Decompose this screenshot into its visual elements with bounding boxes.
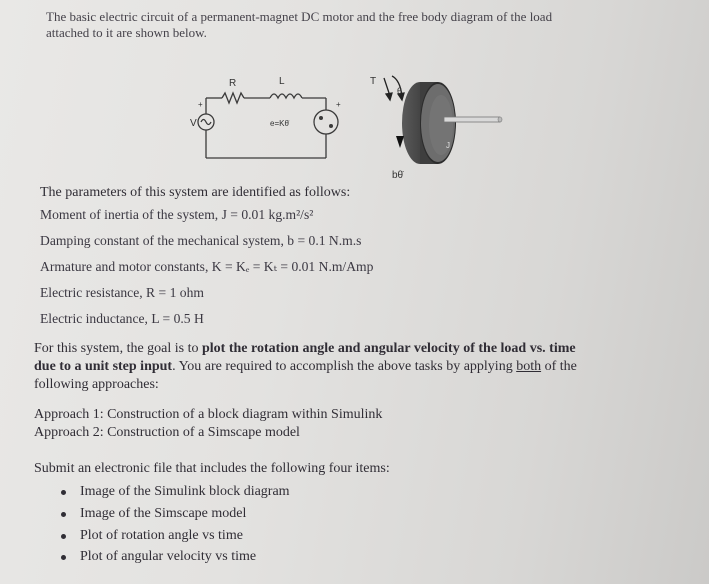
- source-label: V: [190, 118, 197, 129]
- resistor-label: R: [229, 78, 237, 89]
- motor-circuit-diagram: [170, 62, 355, 170]
- parameter-resistance: Electric resistance, R = 1 ohm: [40, 285, 204, 300]
- damping-label: bθ̇: [392, 170, 404, 181]
- inductor-label: L: [279, 76, 285, 87]
- shaft-icon: [444, 117, 502, 122]
- goal-line-3: following approaches:: [34, 377, 159, 392]
- approach-2: Approach 2: Construction of a Simscape model: [34, 425, 300, 440]
- list-item: Image of the Simscape model: [80, 506, 246, 522]
- damping-arrow-icon: [396, 136, 404, 148]
- polarity-plus: +: [336, 100, 341, 109]
- torque-label: T: [370, 76, 377, 87]
- parameter-inertia: Moment of inertia of the system, J = 0.01 kg.m²/s²: [40, 207, 314, 222]
- approach-1: Approach 1: Construction of a block diagram within Simulink: [34, 407, 383, 422]
- submit-heading: Submit an electronic file that includes the following four items:: [34, 461, 390, 476]
- goal-step-input-text: due to a unit step input: [34, 359, 173, 374]
- polarity-plus: +: [198, 100, 203, 109]
- back-emf-label: e=Kθ̇: [270, 119, 289, 128]
- load-free-body-diagram: [362, 66, 512, 184]
- bullet-icon: [61, 534, 66, 539]
- list-item: Plot of angular velocity vs time: [80, 549, 256, 565]
- goal-underline-text: both: [516, 359, 542, 374]
- angle-label: θ: [397, 86, 403, 96]
- parameter-damping: Damping constant of the mechanical system, b = 0.1 N.m.s: [40, 233, 362, 248]
- parameter-motor-constants: Armature and motor constants, K = Kₑ = Kₜ = 0.01 N.m/Amp: [40, 259, 374, 274]
- inertia-label: J: [446, 141, 450, 150]
- parameter-inductance: Electric inductance, L = 0.5 H: [40, 311, 204, 326]
- list-item: Plot of rotation angle vs time: [80, 528, 243, 544]
- intro-line-2: attached to it are shown below.: [46, 25, 207, 40]
- bullet-icon: [61, 512, 66, 517]
- back-emf-symbol: [319, 116, 333, 128]
- goal-line-2: due to a unit step input. You are required to accomplish the above tasks by applying both of the: [34, 359, 577, 374]
- parameters-heading: The parameters of this system are identified as follows:: [40, 185, 351, 200]
- bullet-icon: [61, 555, 66, 560]
- goal-bold-text: plot the rotation angle and angular velocity of the load vs. time: [202, 341, 576, 356]
- intro-line-1: The basic electric circuit of a permanent-magnet DC motor and the free body diagram of the load: [46, 9, 553, 24]
- list-item: Image of the Simulink block diagram: [80, 484, 290, 500]
- disk-icon: [402, 82, 456, 164]
- goal-line-1: For this system, the goal is to plot the rotation angle and angular velocity of the load vs. time: [34, 341, 576, 356]
- bullet-icon: [61, 490, 66, 495]
